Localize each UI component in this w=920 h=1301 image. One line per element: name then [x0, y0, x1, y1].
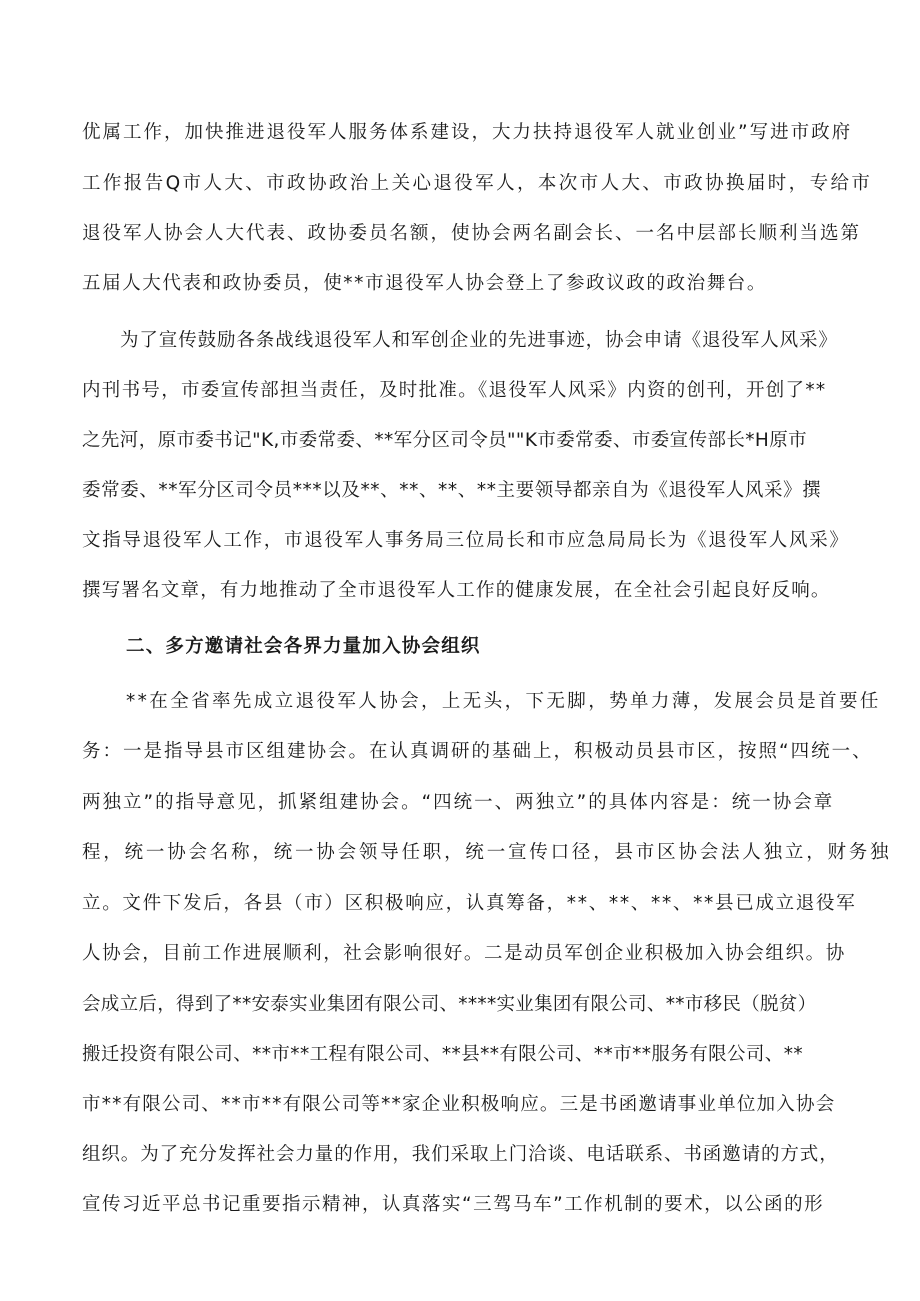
paragraph-3-line-8: 搬迁投资有限公司、**市**工程有限公司、**县**有限公司、**市**服务有限公司、**: [82, 1044, 804, 1065]
section-heading: 二、多方邀请社会各界力量加入协会组织: [126, 636, 481, 657]
paragraph-1-line-1: 优属工作，加快推进退役军人服务体系建设，大力扶持退役军人就业创业”写进市政府: [82, 122, 853, 143]
paragraph-2-line-3: 之先河，原市委书记"K,市委常委、**军分区司令员""K市委常委、市委宣传部长*H原市: [82, 430, 808, 451]
paragraph-2-line-5: 文指导退役军人工作，市退役军人事务局三位局长和市应急局局长为《退役军人风采》: [82, 530, 850, 551]
paragraph-3-line-5: 立。文件下发后，各县（市）区积极响应，认真筹备，**、**、**、**县已成立退役军: [82, 893, 857, 914]
paragraph-2-line-1: 为了宣传鼓励各条战线退役军人和军创企业的先进事迹，协会申请《退役军人风采》: [120, 330, 838, 351]
paragraph-3-line-9: 市**有限公司、**市**有限公司等**家企业积极响应。三是书函邀请事业单位加入协会: [82, 1094, 836, 1115]
paragraph-2-line-4: 委常委、**军分区司令员***以及**、**、**、**主要领导都亲自为《退役军人风采》撰: [82, 480, 822, 501]
paragraph-3-line-3: 两独立”的指导意见，抓紧组建协会。“四统一、两独立”的具体内容是：统一协会章: [82, 792, 835, 813]
paragraph-1-line-4: 五届人大代表和政协委员，使**市退役军人协会登上了参政议政的政治舞台。: [82, 273, 768, 294]
paragraph-3-line-11: 宣传习近平总书记重要指示精神，认真落实“三驾马车”工作机制的要术，以公函的形: [82, 1194, 825, 1215]
paragraph-2-line-6: 撰写署名文章，有力地推动了全市退役军人工作的健康发展，在全社会引起良好反响。: [82, 580, 831, 601]
paragraph-3-line-1: **在全省率先成立退役军人协会，上无头，下无脚，势单力薄，发展会员是首要任: [126, 691, 881, 712]
paragraph-3-line-6: 人协会，目前工作进展顺利，社会影响很好。二是动员军创企业积极加入协会组织。协: [82, 943, 846, 964]
paragraph-2-line-2: 内刊书号，市委宣传部担当责任，及时批准。《退役军人风采》内资的创刊，开创了**: [82, 380, 827, 401]
paragraph-3-line-2: 务：一是指导县市区组建协会。在认真调研的基础上，积极动员县市区，按照“四统一、: [82, 741, 873, 762]
paragraph-3-line-10: 组织。为了充分发挥社会力量的作用，我们采取上门洽谈、电话联系、书函邀请的方式，: [82, 1144, 839, 1165]
paragraph-1-line-3: 退役军人协会人大代表、政协委员名额，使协会两名副会长、一名中层部长顺利当选第: [82, 223, 862, 244]
paragraph-1-line-2: 工作报告Q市人大、市政协政治上关心退役军人，本次市人大、市政协换届时，专给市: [82, 173, 873, 194]
paragraph-3-line-4: 程，统一协会名称，统一协会领导任职，统一宣传口径，县市区协会法人独立，财务独: [82, 842, 892, 863]
paragraph-3-line-7: 会成立后，得到了**安泰实业集团有限公司、****实业集团有限公司、**市移民（脱贫）: [82, 994, 817, 1015]
